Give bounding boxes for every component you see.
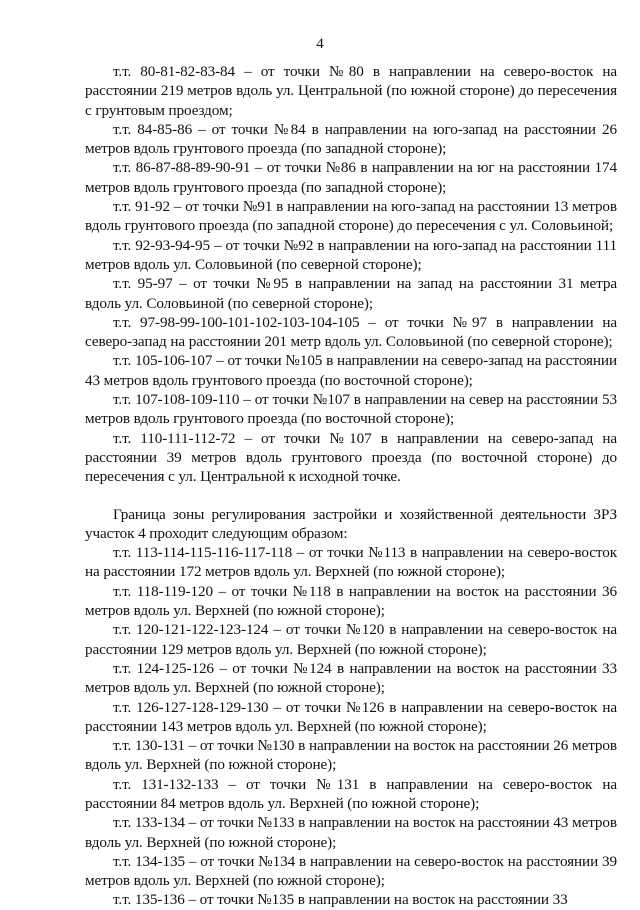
boundary-paragraph: т.т. 95-97 – от точки №95 в направлении на запад на расстоянии 31 метра вдоль ул. Соловьиной (по северной стороне);	[85, 275, 617, 312]
boundary-paragraph: т.т. 135-136 – от точки №135 в направлении на восток на расстоянии 33	[113, 891, 568, 909]
boundary-paragraph: т.т. 84-85-86 – от точки №84 в направлении на юго-запад на расстоянии 26 метров вдоль грунтового проезда (по западной стороне);	[85, 120, 617, 158]
boundary-paragraph: т.т. 118-119-120 – от точки №118 в направлении на восток на расстоянии 36 метров вдоль ул. Верхней (по южной стороне);	[85, 582, 617, 620]
boundary-paragraph: т.т. 97-98-99-100-101-102-103-104-105 – от точки №97 в направлении на северо-запад на расстоянии 201 метр вдоль ул. Соловьиной (по северной стороне);	[85, 313, 617, 351]
boundary-paragraph: т.т. 80-81-82-83-84 – от точки №80 в направлении на северо-восток на расстоянии 219 метров вдоль ул. Центральной (по южной стороне) до пересечения с грунтовым проездом;	[85, 63, 617, 119]
boundary-paragraph: т.т. 131-132-133 – от точки №131 в направлении на северо-восток на расстоянии 84 метров вдоль ул. Верхней (по южной стороне);	[85, 775, 617, 812]
boundary-paragraph: т.т. 107-108-109-110 – от точки №107 в направлении на север на расстоянии 53 метров вдоль грунтового проезда (по восточной стороне);	[85, 391, 617, 428]
document-body	[85, 62, 617, 910]
boundary-paragraph: т.т. 130-131 – от точки №130 в направлении на восток на расстоянии 26 метров вдоль ул. Верхней (по южной стороне);	[85, 737, 617, 774]
page-number: 4	[316, 36, 324, 52]
boundary-paragraph: т.т. 134-135 – от точки №134 в направлении на северо-восток на расстоянии 39 метров вдоль ул. Верхней (по южной стороне);	[85, 852, 617, 890]
boundary-paragraph: т.т. 120-121-122-123-124 – от точки №120 в направлении на северо-восток на расстоянии 129 метров вдоль ул. Верхней (по южной стороне);	[85, 621, 617, 658]
boundary-paragraph: т.т. 124-125-126 – от точки №124 в направлении на восток на расстоянии 33 метров вдоль ул. Верхней (по южной стороне);	[85, 659, 617, 697]
boundary-paragraph: т.т. 113-114-115-116-117-118 – от точки №113 в направлении на северо-восток на расстоянии 172 метров вдоль ул. Верхней (по южной стороне);	[85, 544, 617, 581]
boundary-paragraph: т.т. 110-111-112-72 – от точки №107 в направлении на северо-запад на расстоянии 39 метров вдоль грунтового проезда (по восточной стороне) до пересечения с ул. Центральной к исходной точке.	[85, 429, 617, 486]
boundary-paragraph: т.т. 126-127-128-129-130 – от точки №126 в направлении на северо-восток на расстоянии 143 метров вдоль ул. Верхней (по южной стороне);	[85, 698, 617, 735]
boundary-paragraph: т.т. 105-106-107 – от точки №105 в направлении на северо-запад на расстоянии 43 метров вдоль грунтового проезда (по восточной стороне);	[85, 352, 617, 389]
boundary-paragraph: т.т. 133-134 – от точки №133 в направлении на восток на расстоянии 43 метров вдоль ул. Верхней (по южной стороне);	[85, 814, 617, 851]
boundary-paragraph: т.т. 86-87-88-89-90-91 – от точки №86 в направлении на юг на расстоянии 174 метров вдоль грунтового проезда (по западной стороне);	[85, 159, 617, 196]
boundary-paragraph: т.т. 91-92 – от точки №91 в направлении на юго-запад на расстоянии 13 метров вдоль грунтового проезда (по западной стороне) до пересечения с ул. Соловьиной;	[85, 198, 617, 235]
section-gap	[85, 487, 617, 505]
section-intro: Граница зоны регулирования застройки и хозяйственной деятельности ЗРЗ участок 4 проходит следующим образом:	[85, 505, 617, 542]
boundary-paragraph: т.т. 92-93-94-95 – от точки №92 в направлении на юго-запад на расстоянии 111 метров вдоль ул. Соловьиной (по северной стороне);	[85, 236, 617, 273]
